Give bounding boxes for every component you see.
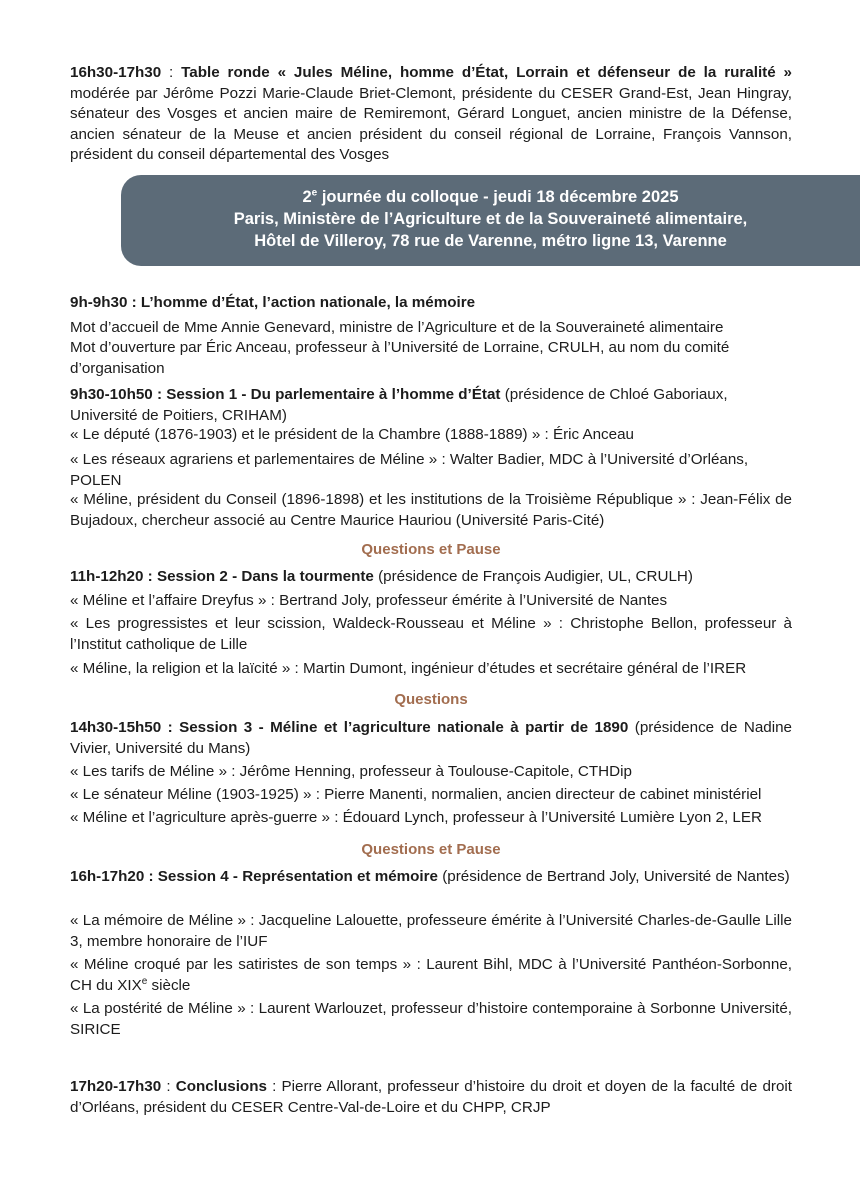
session-1-talk-3: « Méline, président du Conseil (1896-1898) et les institutions de la Troisième République » : Jean-Félix de Bujadoux, chercheur associé au Centre Maurice Hauriou (Université Paris-Cité): [70, 491, 792, 529]
break-label-2: Questions: [394, 691, 468, 708]
session-4-talk-3: « La postérité de Méline » : Laurent Warlouzet, professeur d’histoire contemporaine à Sorbonne Université, SIRICE: [70, 1000, 792, 1038]
roundtable-time: 16h30-17h30: [70, 64, 162, 81]
session-3-talk-3: « Méline et l’agriculture après-guerre » : Édouard Lynch, professeur à l’Université Lumière Lyon 2, LER: [70, 809, 762, 826]
conclusion-speaker: : Pierre Allorant, professeur d’histoire du droit et doyen de la faculté de droit d’Orléans, président du CESER Centre-Val-de-Loire et du CHPP, CRJP: [70, 1078, 792, 1116]
roundtable-participants: modérée par Jérôme Pozzi Marie-Claude Briet-Clemont, présidente du CESER Grand-Est, Jean Hingray, sénateur des Vosges et ancien maire de Remiremont, Gérard Longuet, ancien ministre de la Défense, ancien sénateur de la Meuse et ancien président du conseil régional de Lorraine, François Vannson, président du conseil départemental des Vosges: [70, 84, 792, 163]
conclusion-paragraph: 17h20-17h30 : Conclusions : Pierre Allorant, professeur d’histoire du droit et doyen de la faculté de droit d’Orléans, président du CESER Centre-Val-de-Loire et du CHPP, CRJP: [70, 1078, 792, 1116]
banner-line-1: 2e journée du colloque - jeudi 18 décembre 2025: [302, 187, 679, 206]
session-3-talk-1: « Les tarifs de Méline » : Jérôme Henning, professeur à Toulouse-Capitole, CTHDip: [70, 763, 632, 780]
session-1-talk-2: « Les réseaux agrariens et parlementaires de Méline » : Walter Badier, MDC à l’Université d’Orléans, POLEN: [70, 451, 749, 489]
session-1-heading: 9h30-10h50 : Session 1 - Du parlementaire à l’homme d’État (présidence de Chloé Gaboriaux, Université de Poitiers, CRIHAM): [70, 386, 728, 424]
conclusion-time: 17h20-17h30: [70, 1078, 162, 1095]
session-2-talk-2: « Les progressistes et leur scission, Waldeck-Rousseau et Méline » : Christophe Bellon, professeur à l’Institut catholique de Lille: [70, 615, 792, 653]
session-3-heading: 14h30-15h50 : Session 3 - Méline et l’agriculture nationale à partir de 1890 (présidence de Nadine Vivier, Université du Mans): [70, 719, 793, 757]
opening-welcome: Mot d’accueil de Mme Annie Genevard, ministre de l’Agriculture et de la Souveraineté alimentaire: [70, 319, 724, 336]
session-1-talk-1: « Le député (1876-1903) et le président de la Chambre (1888-1889) » : Éric Anceau: [70, 426, 634, 443]
conclusion-title: Conclusions: [175, 1078, 267, 1095]
opening-heading: 9h-9h30 : L’homme d’État, l’action nationale, la mémoire: [70, 294, 476, 311]
session-2-talk-1: « Méline et l’affaire Dreyfus » : Bertrand Joly, professeur émérite à l’Université de Nantes: [70, 592, 668, 609]
session-4-talk-1: « La mémoire de Méline » : Jacqueline Lalouette, professeure émérite à l’Université Charles-de-Gaulle Lille 3, membre honoraire de l’IUF: [70, 912, 792, 950]
session-4-talk-2: « Méline croqué par les satiristes de son temps » : Laurent Bihl, MDC à l’Université Panthéon-Sorbonne, CH du XIXe siècle: [70, 956, 792, 994]
session-2-heading: 11h-12h20 : Session 2 - Dans la tourmente (présidence de François Audigier, UL, CRULH): [70, 568, 693, 585]
roundtable-title: Table ronde « Jules Méline, homme d’État, Lorrain et défenseur de la ruralité »: [181, 64, 792, 81]
session-4-heading: 16h-17h20 : Session 4 - Représentation et mémoire (présidence de Bertrand Joly, Université de Nantes): [70, 868, 790, 885]
roundtable-paragraph: 16h30-17h30 : Table ronde « Jules Méline, homme d’État, Lorrain et défenseur de la ruralité » modérée par Jérôme Pozzi Marie-Claude Briet-Clemont, présidente du CESER Grand-Est, Jean Hingray, sénateur des Vosges et ancien maire de Remiremont, Gérard Longuet, ancien ministre de la Défense, ancien sénateur de la Meuse et ancien président du conseil régional de Lorraine, François Vannson, président du conseil départemental des Vosges: [70, 64, 792, 163]
break-label-1: Questions et Pause: [361, 541, 501, 558]
session-3-talk-2: « Le sénateur Méline (1903-1925) » : Pierre Manenti, normalien, ancien directeur de cabinet ministériel: [70, 786, 762, 803]
day-two-banner: [121, 175, 860, 266]
session-2-talk-3: « Méline, la religion et la laïcité » : Martin Dumont, ingénieur d’études et secrétaire général de l’IRER: [70, 660, 747, 677]
banner-line-2: Paris, Ministère de l’Agriculture et de la Souveraineté alimentaire,: [233, 210, 748, 228]
break-label-3: Questions et Pause: [361, 841, 501, 858]
opening-address: Mot d’ouverture par Éric Anceau, professeur à l’Université de Lorraine, CRULH, au nom du comité d’organisation: [70, 339, 730, 377]
banner-line-3: Hôtel de Villeroy, 78 rue de Varenne, métro ligne 13, Varenne: [254, 232, 727, 250]
